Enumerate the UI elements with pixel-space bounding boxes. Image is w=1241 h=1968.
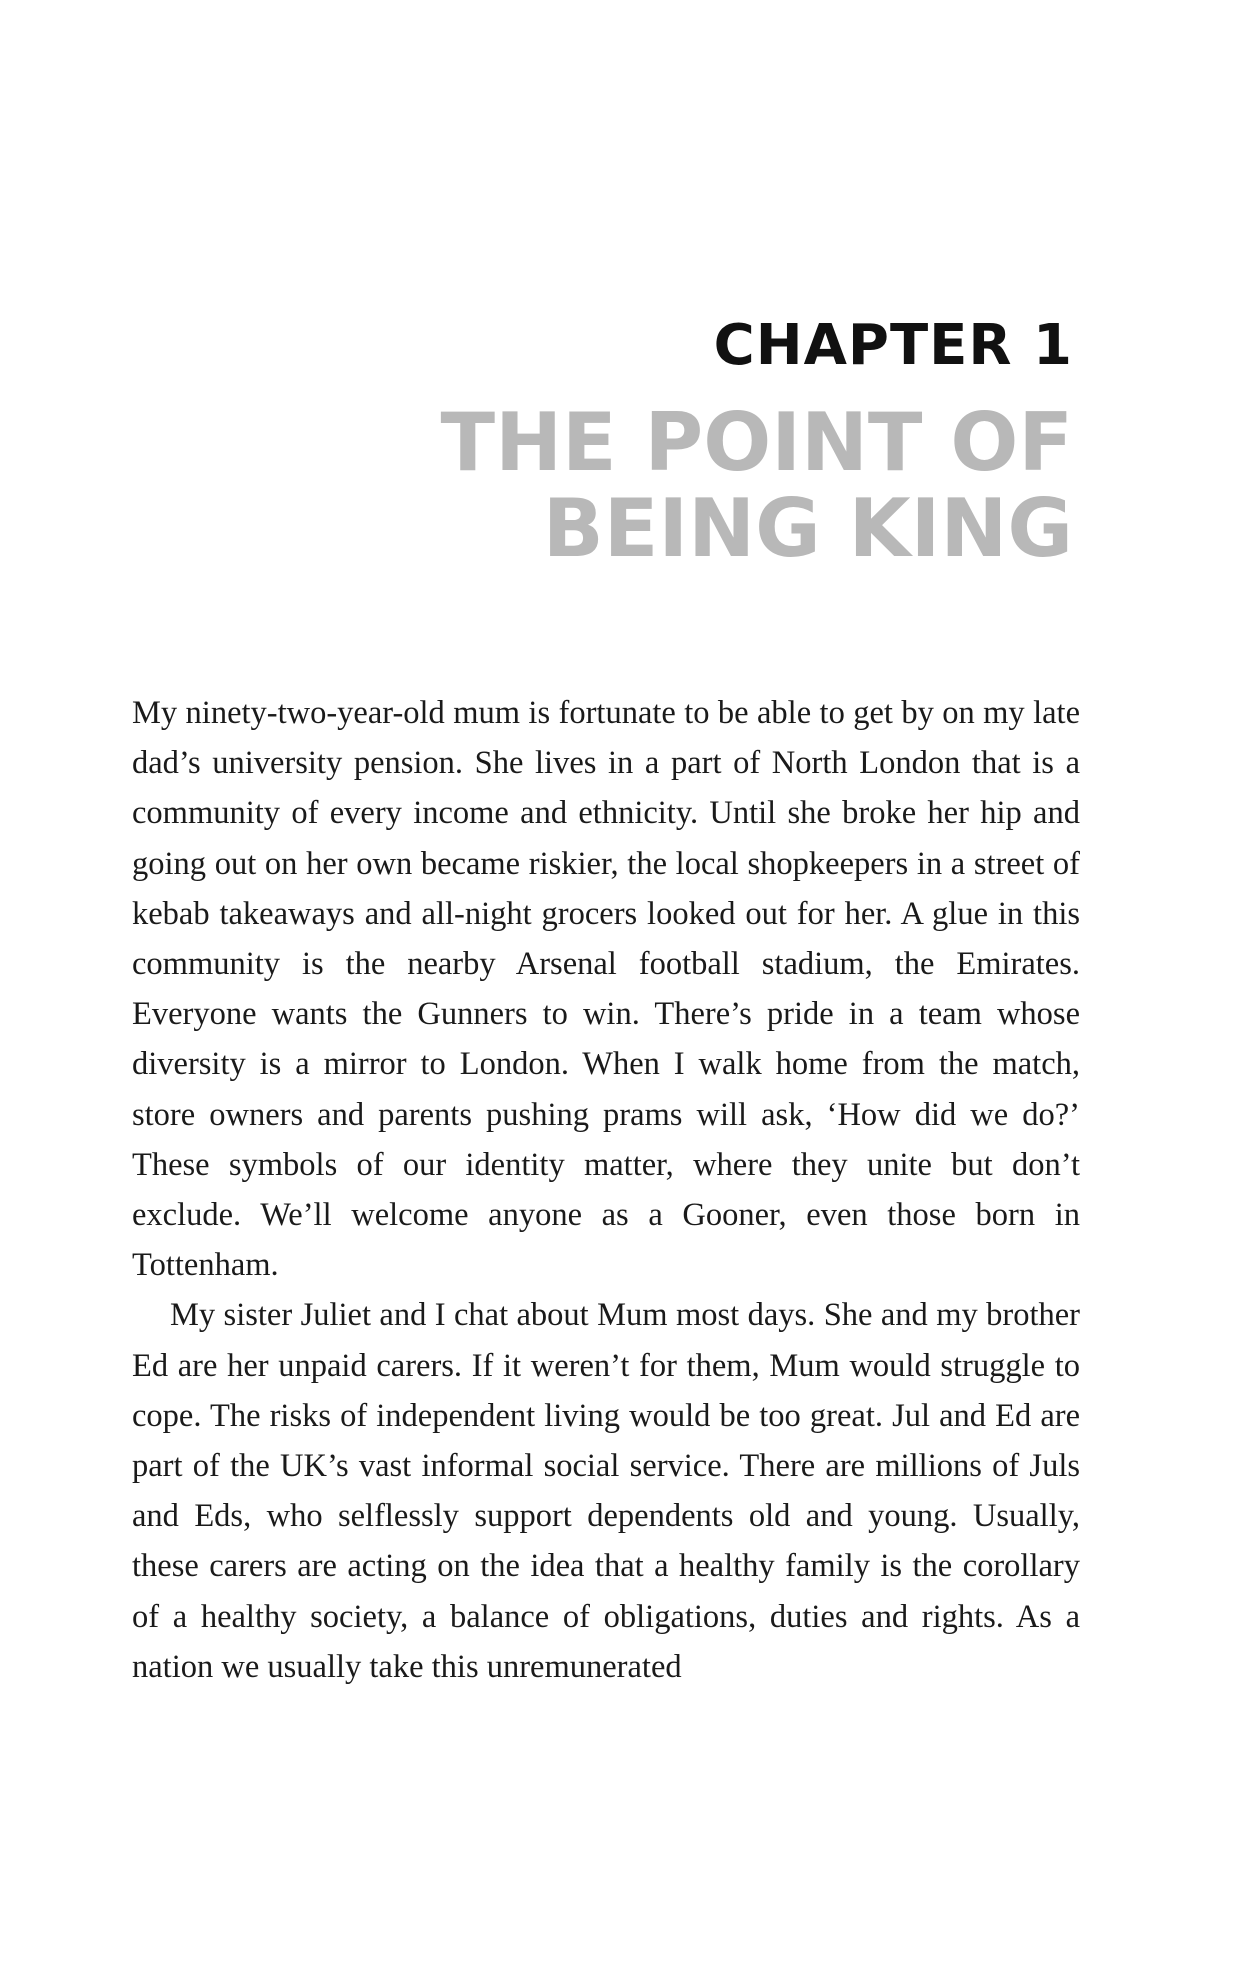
chapter-title-line-2: BEING KING <box>542 482 1073 576</box>
chapter-heading <box>440 313 1073 576</box>
chapter-number: CHAPTER 1 <box>713 313 1073 378</box>
chapter-title <box>440 396 1073 576</box>
paragraph: My ninety-two-year-old mum is fortunate to be able to get by on my late dad’s university pension. She lives in a part of North London that is a community of every income and ethnicity. Until she broke her hip and going out on her own became riskier, the local shopkeepers in a street of kebab takeaways and all-night grocers looked out for her. A glue in this community is the nearby Arsenal football stadium, the Emirates. Everyone wants the Gunners to win. There’s pride in a team whose diversity is a mirror to London. When I walk home from the match, store owners and parents pushing prams will ask, ‘How did we do?’ These symbols of our identity matter, where they unite but don’t exclude. We’ll welcome anyone as a Gooner, even those born in Tottenham. <box>132 695 1080 1284</box>
chapter-body <box>132 688 1080 1692</box>
chapter-title-line-1: THE POINT OF <box>440 396 1073 489</box>
paragraph: My sister Juliet and I chat about Mum most days. She and my brother Ed are her unpaid carers. If it weren’t for them, Mum would struggle to cope. The risks of independent living would be too great. Jul and Ed are part of the UK’s vast informal social service. There are millions of Juls and Eds, who selflessly support dependents old and young. Usually, these carers are acting on the idea that a healthy family is the corollary of a healthy society, a balance of obligations, duties and rights. As a nation we usually take this unremunerated <box>132 1297 1080 1685</box>
